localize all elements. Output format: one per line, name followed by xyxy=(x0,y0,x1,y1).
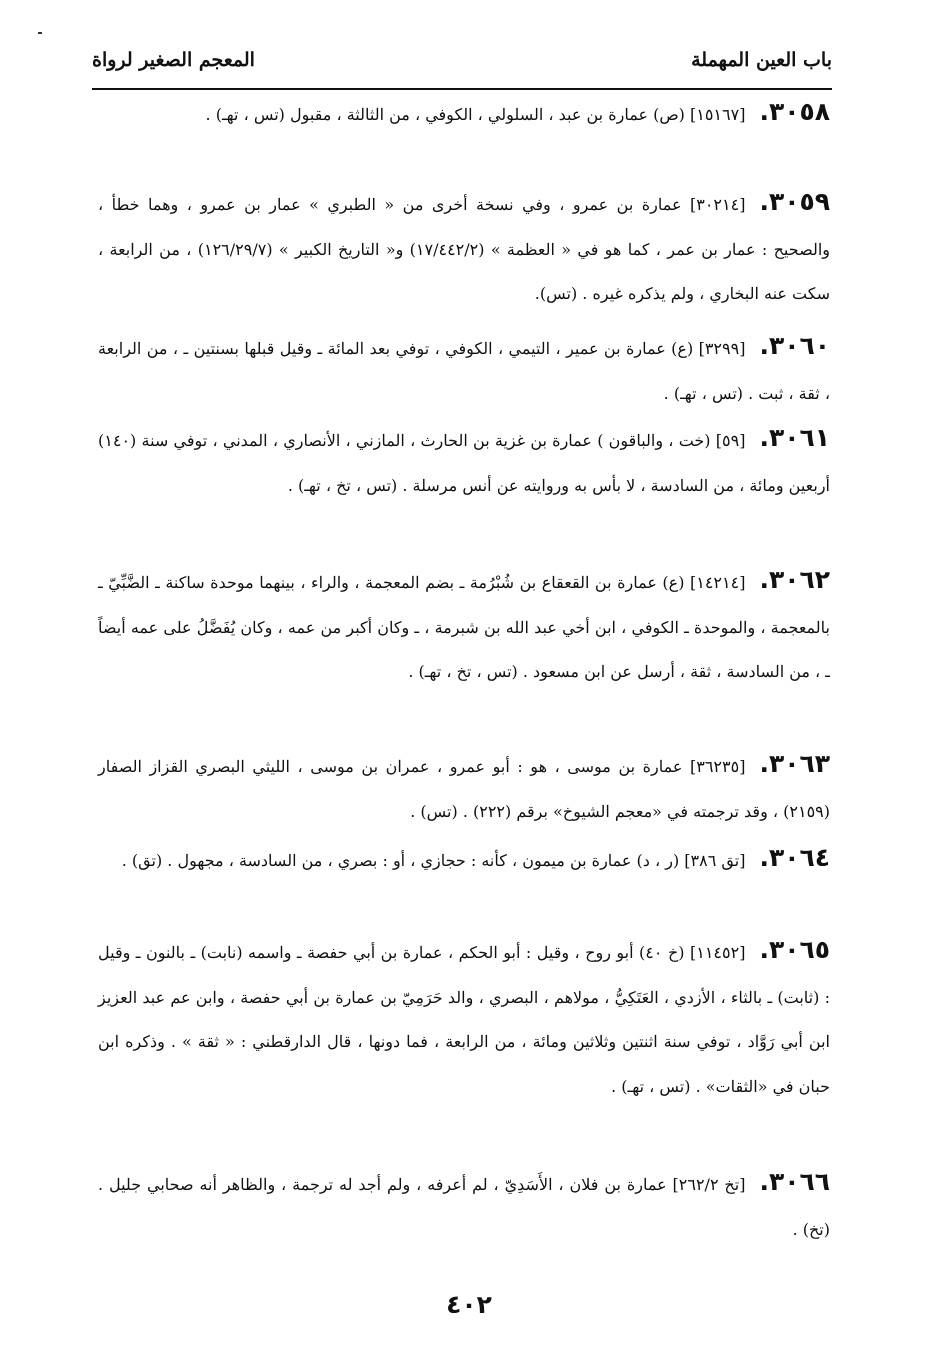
entry-number: ٣٠٥٩. xyxy=(759,187,830,216)
entry-number: ٣٠٦٤. xyxy=(759,843,830,872)
running-header xyxy=(92,40,832,80)
entry-number: ٣٠٦٣. xyxy=(759,749,830,778)
entry-text: [تق ٣٨٦] (ر ، د) عمارة بن ميمون ، كأنه : حجازي ، أو : بصري ، من السادسة ، مجهول . (تق) . xyxy=(121,851,746,870)
entry-text: [١١٤٥٢] (خ ٤٠) أبو روح ، وقيل : أبو الحكم ، عمارة بن أبي حفصة ـ واسمه (نابت) ـ بالنون ـ وقيل : (ثابت) ـ بالثاء ، الأزدي ، العَتَكِيُّ ، مولاهم ، البصري ، والد حَرَمِيّ بن عمارة بن أبي حفصة ، وابن عم عبد العزيز ابن أبي رَوَّاد ، توفي سنة اثنتين وثلاثين ومائة ، من الرابعة ، فما دونها ، قال الدارقطني : « ثقة » . وذكره ابن حبان في «الثقات» . (تس ، تهـ) . xyxy=(98,943,830,1096)
entry-text: [٥٩] (خت ، والباقون ) عمارة بن غزية بن الحارث ، المازني ، الأنصاري ، المدني ، توفي سنة (١٤٠) أربعين ومائة ، من السادسة ، لا بأس به وروايته عن أنس مرسلة . (تس ، تخ ، تهـ) . xyxy=(98,431,830,495)
entry-text: [٣٢٩٩] (ع) عمارة بن عمير ، التيمي ، الكوفي ، توفي بعد المائة ـ وقيل قبلها بسنتين ـ ، من الرابعة ، ثقة ، ثبت . (تس ، تهـ) . xyxy=(98,339,830,403)
entry-3060 xyxy=(98,324,830,416)
entry-text: [١٤٢١٤] (ع) عمارة بن القعقاع بن شُبْرُمة ـ بضم المعجمة ، والراء ، بينهما موحدة ساكنة ـ الضَّبِّيّ ـ بالمعجمة ، والموحدة ـ الكوفي ، ابن أخي عبد الله بن شبرمة ، ـ وكان أكبر من عمه ، وكان يُفَضَّلُ على عمه أيضاً ـ ، من السادسة ، ثقة ، أرسل عن ابن مسعود . (تس ، تخ ، تهـ) . xyxy=(98,573,830,681)
scan-speck xyxy=(38,32,42,34)
entry-text: [٣٠٢١٤] عمارة بن عمرو ، وفي نسخة أخرى من « الطبري » عمار بن عمرو ، وهما خطأ ، والصحيح : عمار بن عمر ، كما هو في « العظمة » (١٧/٤٤٢/٢) و« التاريخ الكبير » (١٢٦/٢٩/٧) ، من الرابعة ، سكت عنه البخاري ، ولم يذكره غيره . (تس). xyxy=(98,195,831,303)
entry-3065 xyxy=(98,928,830,1109)
entry-number: ٣٠٦١. xyxy=(759,423,831,452)
header-book-title: المعجم الصغير لرواة xyxy=(92,49,255,71)
entry-3061 xyxy=(98,416,830,508)
entry-number: ٣٠٦٦. xyxy=(759,1167,830,1196)
entry-text: [تخ ٢٦٢/٢] عمارة بن فلان ، الأَسَدِيّ ، لم أعرفه ، ولم أجد له ترجمة ، والظاهر أنه صحابي جليل . (تخ) . xyxy=(98,1175,830,1239)
header-chapter-title: باب العين المهملة xyxy=(691,49,832,71)
entry-number: ٣٠٥٨. xyxy=(759,97,830,126)
entry-number: ٣٠٦٢. xyxy=(759,565,830,594)
entry-3062 xyxy=(98,558,830,695)
entry-number: ٣٠٦٠. xyxy=(759,331,830,360)
entry-3058 xyxy=(98,90,830,138)
entry-3064 xyxy=(98,836,830,884)
entry-text: [٣٦٢٣٥] عمارة بن موسى ، هو : أبو عمرو ، عمران بن موسى ، الليثي البصري القزاز الصفار (٢١٥٩) ، وقد ترجمته في «معجم الشيوخ» برقم (٢٢٢) . (تس) . xyxy=(98,757,830,821)
entry-3063 xyxy=(98,742,830,834)
entry-text: [١٥١٦٧] (ص) عمارة بن عبد ، السلولي ، الكوفي ، من الثالثة ، مقبول (تس ، تهـ) . xyxy=(205,105,746,124)
entry-3066 xyxy=(98,1160,830,1252)
entry-3059 xyxy=(98,180,830,317)
entry-number: ٣٠٦٥. xyxy=(759,935,830,964)
page-number: ٤٠٢ xyxy=(446,1290,492,1319)
